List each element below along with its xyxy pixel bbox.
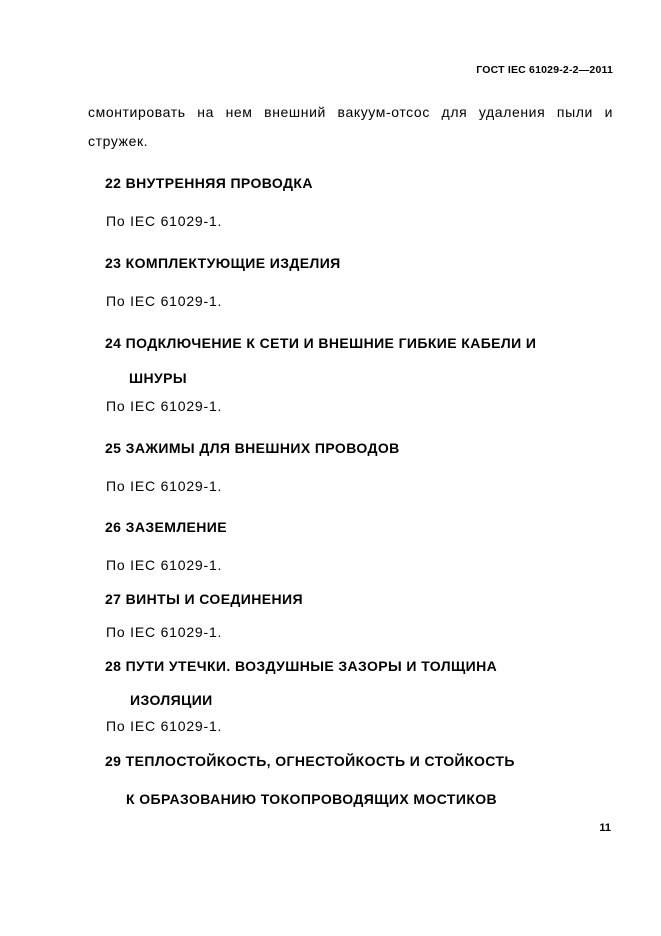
page-number: 11 — [599, 822, 611, 834]
section-29-heading-continuation: К ОБРАЗОВАНИЮ ТОКОПРОВОДЯЩИХ МОСТИКОВ — [126, 791, 498, 807]
section-28-heading-continuation: ИЗОЛЯЦИИ — [130, 692, 213, 708]
document-code-header: ГОСТ IEC 61029-2-2—2011 — [476, 64, 613, 76]
section-24-heading: 24 ПОДКЛЮЧЕНИЕ К СЕТИ И ВНЕШНИЕ ГИБКИЕ КАБЕЛИ И — [105, 335, 537, 351]
section-28-heading: 28 ПУТИ УТЕЧКИ. ВОЗДУШНЫЕ ЗАЗОРЫ И ТОЛЩИНА — [105, 658, 498, 674]
section-25-heading: 25 ЗАЖИМЫ ДЛЯ ВНЕШНИХ ПРОВОДОВ — [105, 440, 400, 456]
intro-paragraph-line-1: смонтировать на нем внешний вакуум-отсос для удаления пыли и — [88, 104, 613, 120]
section-22-heading: 22 ВНУТРЕННЯЯ ПРОВОДКА — [105, 175, 313, 191]
section-29-heading: 29 ТЕПЛОСТОЙКОСТЬ, ОГНЕСТОЙКОСТЬ И СТОЙКОСТЬ — [105, 753, 515, 769]
section-26-text: По IEC 61029-1. — [106, 557, 223, 573]
section-24-text: По IEC 61029-1. — [106, 398, 223, 414]
section-22-text: По IEC 61029-1. — [106, 213, 223, 229]
section-26-heading: 26 ЗАЗЕМЛЕНИЕ — [105, 519, 227, 535]
intro-paragraph-line-2: стружек. — [88, 133, 149, 149]
section-24-heading-continuation: ШНУРЫ — [129, 370, 187, 386]
section-27-heading: 27 ВИНТЫ И СОЕДИНЕНИЯ — [105, 591, 303, 607]
section-23-heading: 23 КОМПЛЕКТУЮЩИЕ ИЗДЕЛИЯ — [105, 255, 341, 271]
section-27-text: По IEC 61029-1. — [106, 624, 223, 640]
section-28-text: По IEC 61029-1. — [106, 718, 223, 734]
section-25-text: По IEC 61029-1. — [106, 478, 223, 494]
section-23-text: По IEC 61029-1. — [106, 293, 223, 309]
